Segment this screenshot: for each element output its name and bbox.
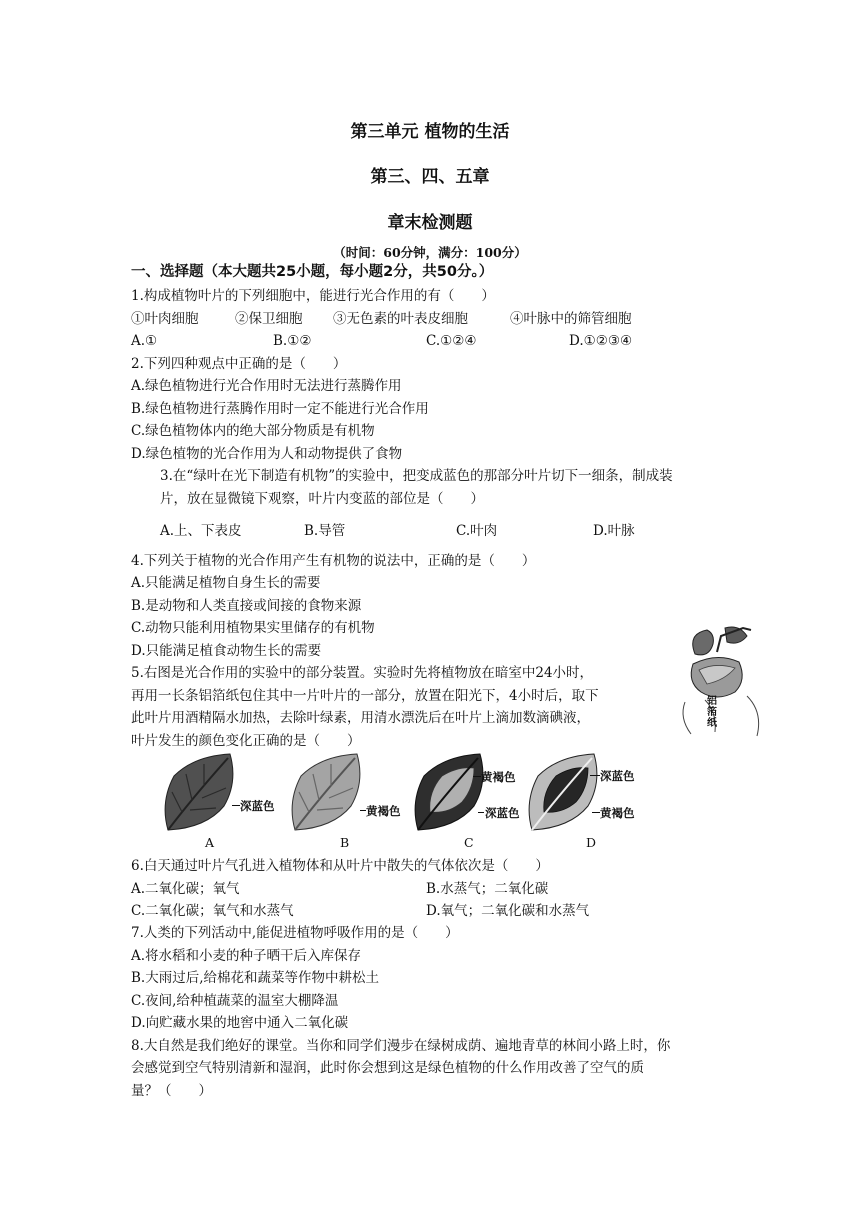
leaf-c-bottom-pointer [478, 812, 484, 813]
q6-option-a: A.二氧化碳；氧气 [131, 881, 240, 897]
foil-plant-illustration [677, 622, 772, 742]
q2-option-b: B.绿色植物进行蒸腾作用时一定不能进行光合作用 [131, 401, 429, 417]
q6-stem: 6.白天通过叶片气孔进入植物体和从叶片中散失的气体依次是（ ） [131, 858, 549, 874]
leaf-c-image [408, 752, 488, 834]
leaf-b-letter: B [340, 835, 350, 850]
leaf-a-label: 深蓝色 [240, 799, 275, 813]
leaf-d-letter: D [586, 835, 597, 850]
q1-option-a: A.① [131, 333, 158, 349]
leaf-c-bottom-label: 深蓝色 [485, 806, 520, 820]
q1-item: ①叶肉细胞 [131, 311, 199, 327]
q6-option-d: D.氧气；二氧化碳和水蒸气 [426, 903, 590, 919]
q2-option-d: D.绿色植物的光合作用为人和动物提供了食物 [131, 446, 403, 462]
q4-option-c: C.动物只能利用植物果实里储存的有机物 [131, 620, 375, 636]
title-chapters: 第三、四、五章 [370, 167, 490, 187]
foil-plant-figure [677, 622, 772, 742]
q1-item: ②保卫细胞 [235, 311, 303, 327]
q5-line: 5.右图是光合作用的实验中的部分装置。实验时先将植物放在暗室中24小时， [131, 665, 594, 681]
leaf-a-pointer [232, 805, 240, 806]
leaf-d-top-pointer [590, 775, 600, 776]
q7-option-b: B.大雨过后,给棉花和蔬菜等作物中耕松土 [131, 970, 380, 986]
q1-item: ③无色素的叶表皮细胞 [333, 311, 468, 327]
q7-stem: 7.人类的下列活动中,能促进植物呼吸作用的是（ ） [131, 925, 459, 941]
q5-line: 再用一长条铝箔纸包住其中一片叶片的一部分，放置在阳光下，4小时后，取下 [131, 688, 599, 704]
q2-stem: 2.下列四种观点中正确的是（ ） [131, 356, 347, 372]
leaf-b-label: 黄褐色 [366, 804, 401, 818]
q8-line: 8.大自然是我们绝好的课堂。当你和同学们漫步在绿树成荫、遍地青草的林间小路上时，你 [131, 1038, 671, 1054]
q8-line: 会感觉到空气特别清新和湿润，此时你会想到这是绿色植物的什么作用改善了空气的质 [131, 1060, 644, 1076]
section-heading: 一、选择题（本大题共25小题，每小题2分，共50分。） [131, 264, 494, 280]
q2-option-c: C.绿色植物体内的绝大部分物质是有机物 [131, 423, 375, 439]
leaf-a-image [158, 752, 238, 834]
q7-option-a: A.将水稻和小麦的种子晒干后入库保存 [131, 948, 362, 964]
q6-option-b: B.水蒸气；二氧化碳 [426, 881, 549, 897]
leaf-a-letter: A [205, 835, 215, 850]
foil-label: 铝箔纸 [707, 696, 717, 729]
q1-stem: 1.构成植物叶片的下列细胞中，能进行光合作用的有（ ） [131, 288, 495, 304]
q4-option-d: D.只能满足植食动物生长的需要 [131, 643, 322, 659]
q2-option-a: A.绿色植物进行光合作用时无法进行蒸腾作用 [131, 378, 402, 394]
q3-stem-line1: 3.在“绿叶在光下制造有机物”的实验中，把变成蓝色的那部分叶片切下一细条，制成装 [160, 468, 673, 484]
leaf-d-image [522, 752, 602, 834]
q6-option-c: C.二氧化碳；氧气和水蒸气 [131, 903, 294, 919]
leaf-c-top-pointer [473, 776, 481, 777]
q3-option-d: D.叶脉 [593, 523, 635, 539]
title-test: 章末检测题 [387, 213, 473, 233]
leaf-b-image [285, 752, 365, 834]
leaf-b [285, 752, 365, 834]
exam-info: （时间：60分钟，满分：100分） [333, 245, 527, 260]
q8-line: 量？（ ） [131, 1083, 212, 1099]
leaf-d-bottom-label: 黄褐色 [600, 806, 635, 820]
q7-option-d: D.向贮藏水果的地窖中通入二氧化碳 [131, 1015, 349, 1031]
q1-option-c: C.①②④ [426, 333, 477, 349]
leaf-c-top-label: 黄褐色 [481, 770, 516, 784]
q4-option-a: A.只能满足植物自身生长的需要 [131, 575, 321, 591]
q1-option-b: B.①② [273, 333, 312, 349]
q4-option-b: B.是动物和人类直接或间接的食物来源 [131, 598, 362, 614]
q7-option-c: C.夜间,给种植蔬菜的温室大棚降温 [131, 993, 339, 1009]
q3-option-c: C.叶肉 [456, 523, 498, 539]
title-unit: 第三单元 植物的生活 [350, 122, 510, 142]
leaf-c-letter: C [464, 835, 474, 850]
leaf-d-bottom-pointer [592, 812, 600, 813]
leaf-d-top-label: 深蓝色 [600, 769, 635, 783]
leaf-a [158, 752, 238, 834]
q3-stem-line2: 片，放在显微镜下观察，叶片内变蓝的部位是（ ） [160, 491, 484, 507]
q4-stem: 4.下列关于植物的光合作用产生有机物的说法中，正确的是（ ） [131, 553, 536, 569]
q1-option-d: D.①②③④ [569, 333, 633, 349]
q5-line: 此叶片用酒精隔水加热，去除叶绿素，用清水漂洗后在叶片上滴加数滴碘液， [131, 710, 590, 726]
leaf-d [522, 752, 602, 834]
q5-line: 叶片发生的颜色变化正确的是（ ） [131, 733, 361, 749]
q3-option-a: A.上、下表皮 [160, 523, 242, 539]
leaf-c [408, 752, 488, 834]
q1-item: ④叶脉中的筛管细胞 [510, 311, 632, 327]
q3-option-b: B.导管 [304, 523, 346, 539]
